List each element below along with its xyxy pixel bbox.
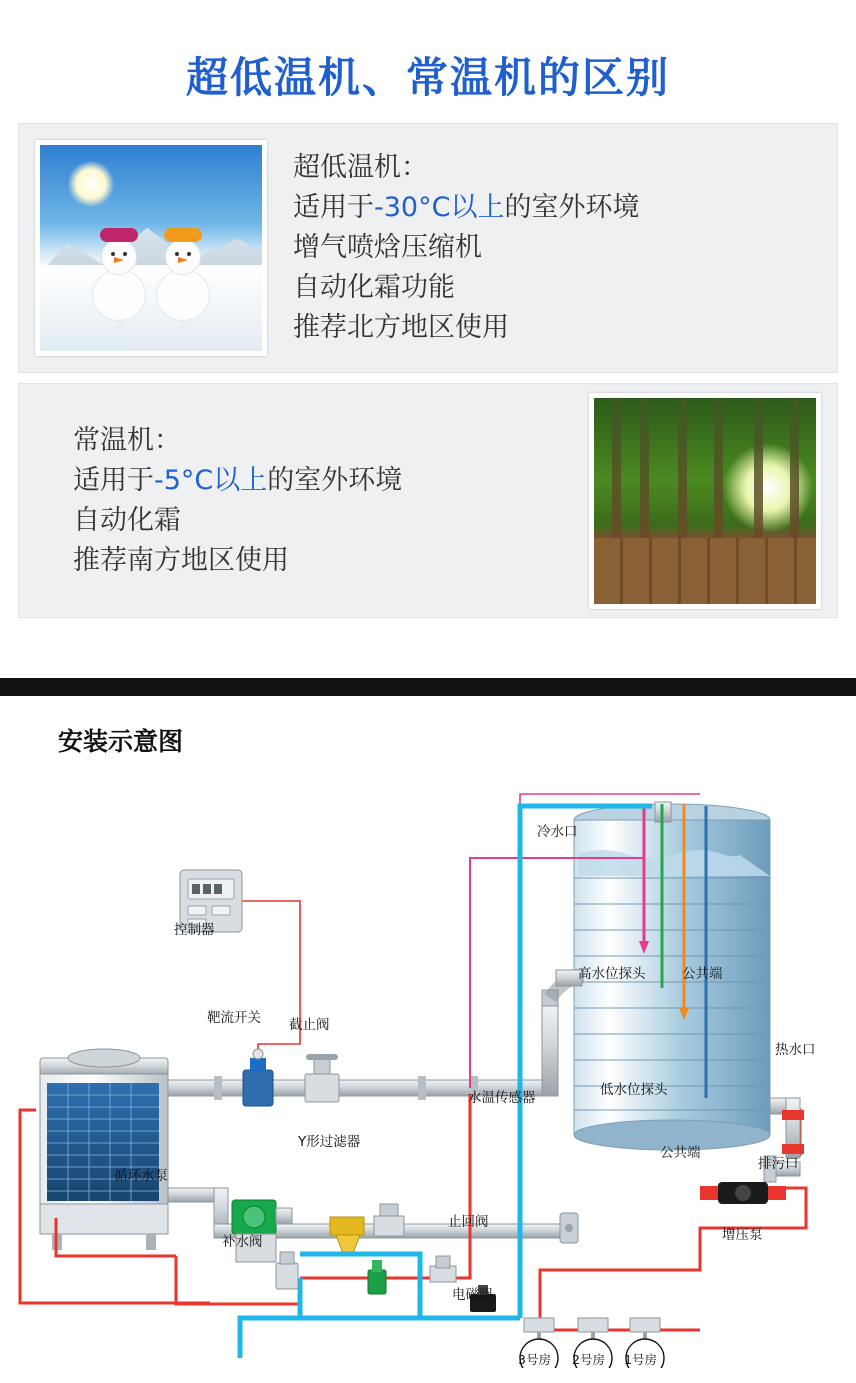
label-drain-port: 排污口 xyxy=(758,1156,799,1172)
wooden-deck xyxy=(594,538,816,604)
snowman-left xyxy=(92,239,146,321)
label-high-level-probe: 高水位探头 xyxy=(578,966,646,982)
normal-temp-line-1: 常温机： xyxy=(73,424,181,456)
label-hot-water-port: 热水口 xyxy=(775,1042,816,1058)
installation-schematic xyxy=(0,758,856,1368)
ultra-low-temp-text xyxy=(267,148,639,348)
page-title: 超低温机、常温机的区别 xyxy=(185,53,670,102)
normal-temp-line-3: 自动化霜 xyxy=(73,504,181,536)
label-room3: 3号房 xyxy=(518,1352,551,1367)
normal-temp-line-4: 推荐南方地区使用 xyxy=(73,544,289,576)
ultra-low-temp-line-4: 自动化霜功能 xyxy=(293,272,455,303)
label-flow-switch: 靶流开关 xyxy=(207,1010,261,1026)
label-room1: 1号房 xyxy=(624,1352,657,1367)
normal-temp-text xyxy=(35,421,402,581)
ultra-low-temp-line-1: 超低温机： xyxy=(293,152,428,183)
sun-glow-icon xyxy=(723,443,813,533)
ultra-low-temp-line-2: 适用于-30°C以上的室外环境 xyxy=(293,192,640,223)
label-controller: 控制器 xyxy=(174,922,215,938)
label-solenoid-valve: 电磁阀 xyxy=(452,1287,493,1303)
snowman-right xyxy=(156,239,210,321)
comparison-panel-normal-temp xyxy=(18,383,838,618)
ultra-low-temp-line-3: 增气喷焓压缩机 xyxy=(293,232,482,263)
label-check-valve: 止回阀 xyxy=(448,1214,489,1230)
label-low-level-probe: 低水位探头 xyxy=(600,1082,668,1098)
ultra-low-temp-line-5: 推荐北方地区使用 xyxy=(293,312,509,343)
sun-glow-icon xyxy=(68,161,114,207)
comparison-panel-ultra-low-temp xyxy=(18,123,838,373)
label-booster-pump: 增压泵 xyxy=(722,1227,763,1243)
label-makeup-valve: 补水阀 xyxy=(222,1234,263,1250)
label-common-terminal-bottom: 公共端 xyxy=(660,1145,701,1161)
label-cold-water-port: 冷水口 xyxy=(537,824,578,840)
green-forest-photo xyxy=(589,393,821,609)
label-water-temp-sensor: 水温传感器 xyxy=(468,1090,536,1106)
label-common-terminal-top: 公共端 xyxy=(682,966,723,982)
label-room2: 2号房 xyxy=(572,1352,605,1367)
installation-diagram-block xyxy=(0,678,856,1383)
section-title: 安装示意图 xyxy=(58,727,184,756)
normal-temp-line-2: 适用于-5°C以上的室外环境 xyxy=(73,464,403,496)
label-circulation-pump: 循环水泵 xyxy=(114,1168,168,1184)
snow-ground xyxy=(40,265,262,351)
label-stop-valve: 截止阀 xyxy=(289,1017,330,1033)
label-y-filter: Y形过滤器 xyxy=(298,1134,361,1150)
snowmen-winter-photo xyxy=(35,140,267,356)
